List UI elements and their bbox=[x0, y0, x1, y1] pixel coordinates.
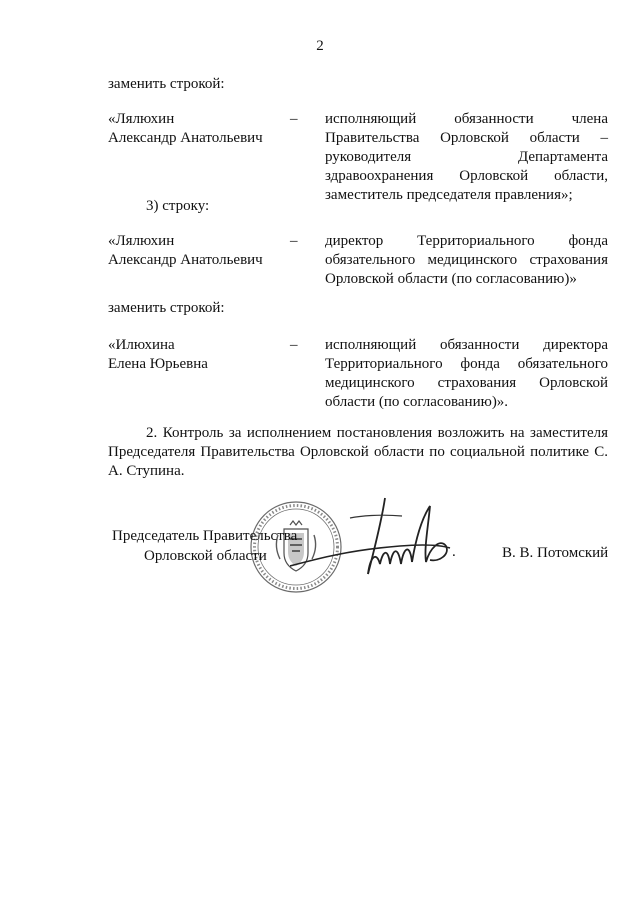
member-given-names: Елена Юрьевна bbox=[108, 356, 208, 372]
page-number: 2 bbox=[316, 38, 324, 54]
member-given-names: Александр Анатольевич bbox=[108, 252, 263, 268]
entry-dash: – bbox=[290, 337, 298, 353]
entry-dash: – bbox=[290, 233, 298, 249]
member-position: директор Территориального фонда обязательного медицинского страхования Орловской области (по согласованию)» bbox=[325, 233, 608, 287]
member-surname: «Лялюхин bbox=[108, 111, 175, 127]
entry-dash: – bbox=[290, 111, 298, 127]
member-given-names: Александр Анатольевич bbox=[108, 130, 263, 146]
item-3-heading: 3) строку: bbox=[146, 198, 210, 214]
signatory-name: В. В. Потомский bbox=[502, 545, 609, 561]
member-entry-1 bbox=[108, 110, 608, 210]
replace-with-line-2: заменить строкой: bbox=[108, 300, 225, 316]
control-paragraph: 2. Контроль за исполнением постановления возложить на заместителя Председателя Правительства Орловской области по социальной политике С. А. Ступина. bbox=[108, 425, 608, 479]
member-entry-3 bbox=[108, 336, 608, 436]
signature-separator: . bbox=[452, 544, 456, 560]
handwritten-signature-icon bbox=[290, 488, 470, 588]
replace-with-line-1: заменить строкой: bbox=[108, 76, 225, 92]
signatory-title bbox=[112, 526, 297, 566]
member-position: исполняющий обязанности члена Правительства Орловской области – руководителя Департамента здравоохранения Орловской области, заместитель председателя правления»; bbox=[325, 111, 608, 203]
signatory-title-line-2: Орловской области bbox=[144, 548, 267, 564]
member-name bbox=[108, 336, 283, 374]
member-name bbox=[108, 232, 283, 270]
member-name bbox=[108, 110, 283, 148]
member-position: исполняющий обязанности директора Территориального фонда обязательного медицинского страхования Орловской области (по согласованию)». bbox=[325, 337, 608, 410]
member-surname: «Илюхина bbox=[108, 337, 175, 353]
member-surname: «Лялюхин bbox=[108, 233, 175, 249]
signatory-title-line-1: Председатель Правительства bbox=[112, 528, 298, 544]
